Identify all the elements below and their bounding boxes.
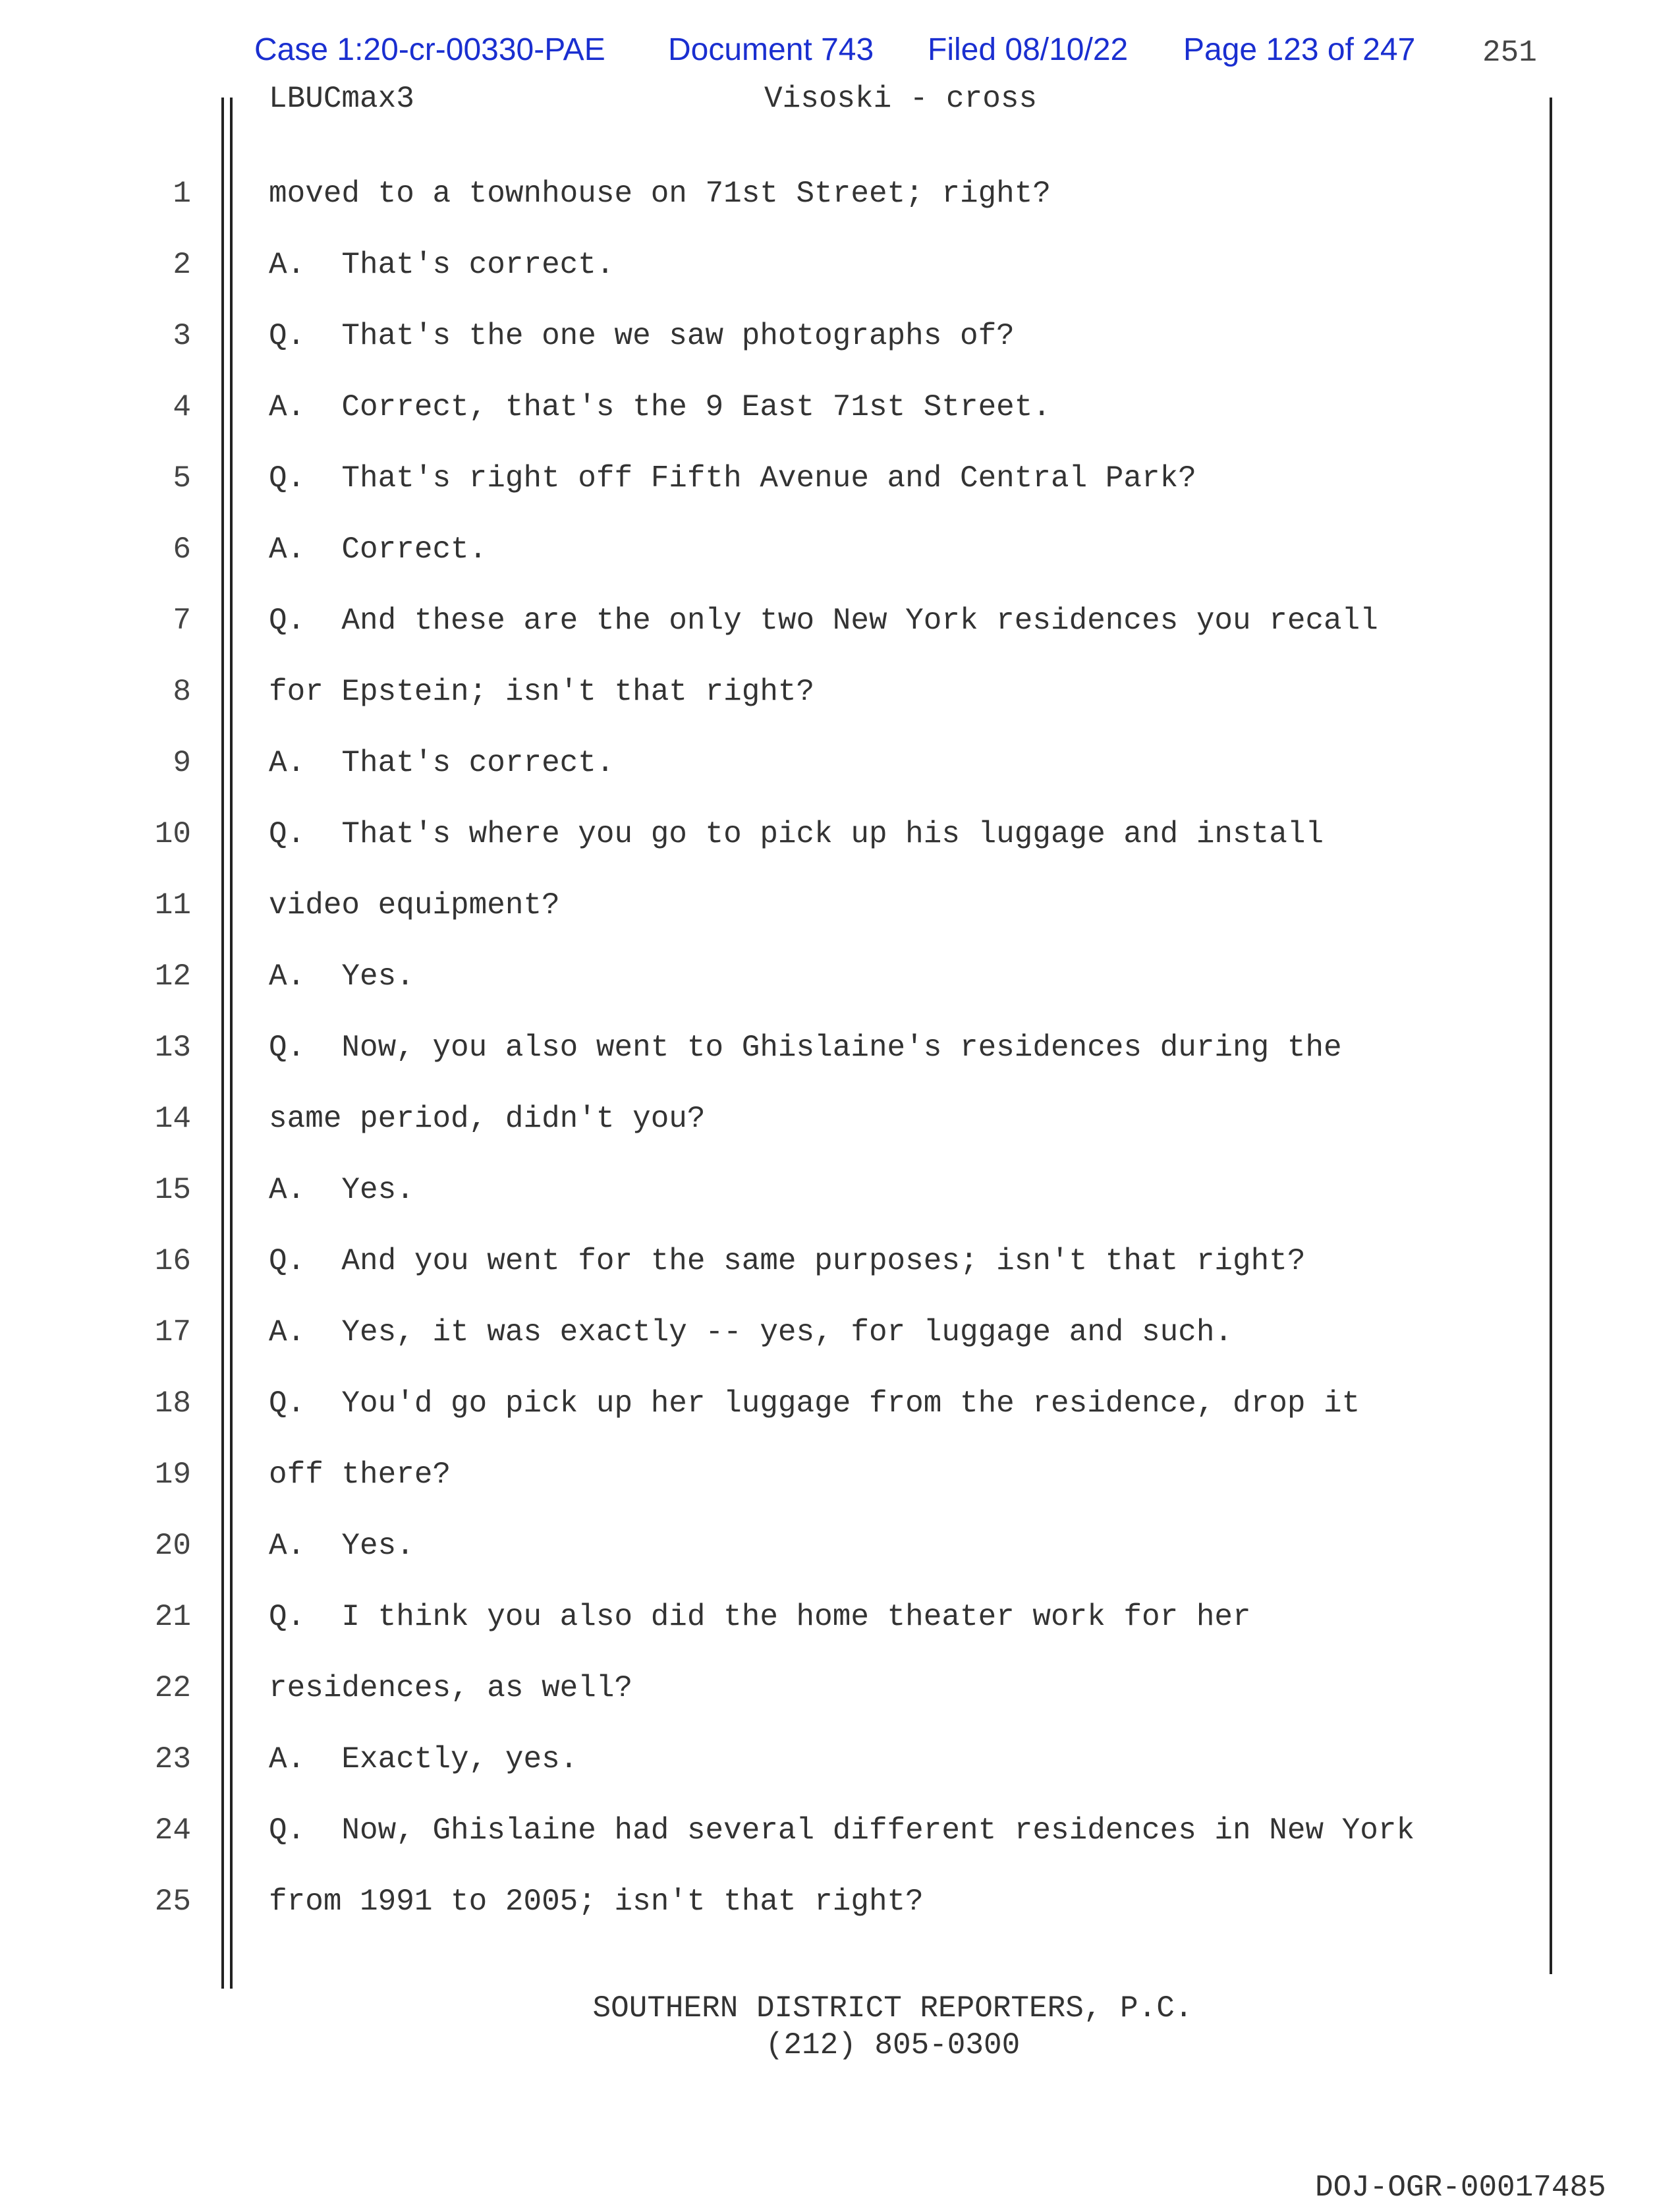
line-text: A. Exactly, yes.: [269, 1742, 578, 1776]
transcript-line: [0, 1027, 1680, 1098]
transcript-line: [0, 1311, 1680, 1382]
line-number: 1: [173, 177, 191, 211]
line-number: 16: [154, 1244, 191, 1278]
line-text: Q. I think you also did the home theater work for her: [269, 1600, 1251, 1634]
line-number: 2: [173, 248, 191, 282]
line-number: 21: [154, 1600, 191, 1634]
line-number: 13: [154, 1031, 191, 1065]
line-number: 4: [173, 390, 191, 424]
transcript-line: [0, 1525, 1680, 1596]
line-number: 23: [154, 1742, 191, 1776]
filed-date: Filed 08/10/22: [928, 32, 1129, 67]
transcript-line: [0, 1454, 1680, 1525]
transcript-section-title: Visoski - cross: [764, 82, 1038, 116]
transcript-line: [0, 1382, 1680, 1454]
reporter-footer: [0, 1990, 1680, 2064]
line-text: A. Correct.: [269, 532, 488, 567]
line-number: 7: [173, 604, 191, 638]
line-text: moved to a townhouse on 71st Street; right?: [269, 177, 1051, 211]
line-number: 12: [154, 959, 191, 994]
line-number: 10: [154, 817, 191, 851]
bates-number: DOJ-OGR-00017485: [1315, 2170, 1606, 2205]
line-text: A. Correct, that's the 9 East 71st Street.: [269, 390, 1051, 424]
line-number: 8: [173, 675, 191, 709]
line-number: 14: [154, 1102, 191, 1136]
transcript-line: [0, 600, 1680, 671]
line-text: from 1991 to 2005; isn't that right?: [269, 1885, 924, 1919]
line-text: for Epstein; isn't that right?: [269, 675, 815, 709]
line-text: A. That's correct.: [269, 746, 615, 780]
document-number: Document 743: [668, 32, 874, 67]
reporter-phone: (212) 805-0300: [765, 2028, 1021, 2062]
line-text: A. Yes.: [269, 1173, 414, 1207]
line-number: 20: [154, 1529, 191, 1563]
transcript-line: [0, 1738, 1680, 1809]
line-text: Q. Now, you also went to Ghislaine's residences during the: [269, 1031, 1342, 1065]
transcript-line: [0, 1596, 1680, 1667]
line-text: Q. That's right off Fifth Avenue and Central Park?: [269, 461, 1196, 496]
transcript-line: [0, 1098, 1680, 1169]
transcript-line: [0, 671, 1680, 742]
line-text: A. Yes, it was exactly -- yes, for luggage and such.: [269, 1315, 1233, 1349]
line-number: 5: [173, 461, 191, 496]
line-text: Q. That's the one we saw photographs of?: [269, 319, 1015, 353]
line-number: 11: [154, 888, 191, 922]
transcript-line: [0, 457, 1680, 528]
line-number: 15: [154, 1173, 191, 1207]
transcript-line: [0, 955, 1680, 1027]
transcript-line: [0, 1809, 1680, 1881]
transcript-line: [0, 884, 1680, 955]
line-number: 6: [173, 532, 191, 567]
line-text: Q. And these are the only two New York residences you recall: [269, 604, 1378, 638]
transcript-line: [0, 315, 1680, 386]
line-text: Q. And you went for the same purposes; isn't that right?: [269, 1244, 1306, 1278]
transcript-lines: [0, 173, 1680, 1952]
transcript-line: [0, 1169, 1680, 1240]
transcript-line: [0, 1881, 1680, 1952]
transcript-line: [0, 1667, 1680, 1738]
line-number: 19: [154, 1458, 191, 1492]
line-number: 17: [154, 1315, 191, 1349]
reporter-name: SOUTHERN DISTRICT REPORTERS, P.C.: [592, 1991, 1193, 2026]
transcript-line: [0, 244, 1680, 315]
transcript-line: [0, 1240, 1680, 1311]
transcript-line: [0, 813, 1680, 884]
line-text: Q. Now, Ghislaine had several different residences in New York: [269, 1813, 1415, 1848]
line-number: 3: [173, 319, 191, 353]
line-number: 25: [154, 1885, 191, 1919]
line-number: 18: [154, 1386, 191, 1421]
transcript-page-number: 251: [1482, 36, 1537, 70]
line-number: 24: [154, 1813, 191, 1848]
line-text: Q. You'd go pick up her luggage from the residence, drop it: [269, 1386, 1360, 1421]
line-text: off there?: [269, 1458, 451, 1492]
line-text: residences, as well?: [269, 1671, 633, 1705]
transcript-code: LBUCmax3: [269, 82, 414, 116]
line-number: 9: [173, 746, 191, 780]
transcript-line: [0, 528, 1680, 600]
transcript-line: [0, 742, 1680, 813]
line-text: same period, didn't you?: [269, 1102, 706, 1136]
page-of-total: Page 123 of 247: [1183, 32, 1416, 67]
line-number: 22: [154, 1671, 191, 1705]
line-text: A. Yes.: [269, 1529, 414, 1563]
line-text: A. Yes.: [269, 959, 414, 994]
case-number: Case 1:20-cr-00330-PAE: [254, 32, 605, 67]
line-text: A. That's correct.: [269, 248, 615, 282]
line-text: Q. That's where you go to pick up his luggage and install: [269, 817, 1324, 851]
transcript-line: [0, 386, 1680, 457]
transcript-line: [0, 173, 1680, 244]
line-text: video equipment?: [269, 888, 560, 922]
